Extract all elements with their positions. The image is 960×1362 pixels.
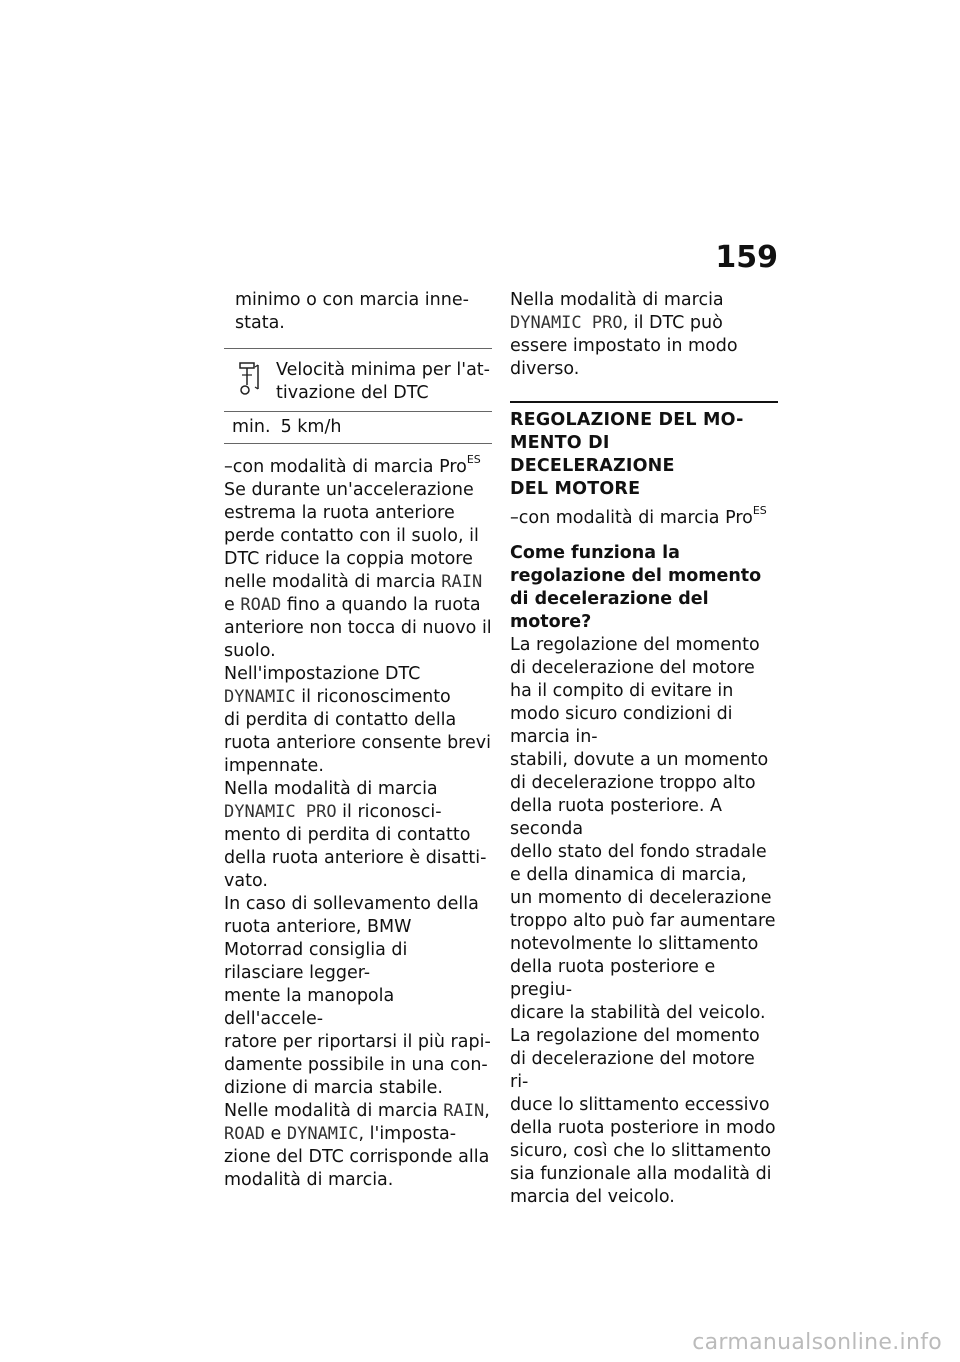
optional-equipment-line: –con modalità di marcia Pro$^{ES}$ bbox=[510, 504, 767, 528]
optional-equipment-line: –con modalità di marcia Pro$^{ES}$ bbox=[224, 453, 481, 477]
mode-dynamic: DYNAMIC bbox=[224, 687, 296, 707]
page-number: 159 bbox=[715, 240, 778, 275]
spec-key: min. bbox=[232, 417, 271, 437]
paragraph-5: Nelle modalità di marcia RAIN, ROAD e DYNAMIC, l'imposta- zione del DTC corrisponde alla modalità di marcia. bbox=[224, 1101, 490, 1190]
mode-road: ROAD bbox=[224, 1124, 265, 1144]
section-heading: REGOLAZIONE DEL MO- MENTO DI DECELERAZIONE DEL MOTORE bbox=[510, 401, 778, 501]
paragraph-3: Nella modalità di marcia DYNAMIC PRO il riconosci- mento di perdita di contatto della ruota anteriore è disatti- vato. bbox=[224, 779, 487, 891]
mode-road: ROAD bbox=[240, 595, 282, 615]
paragraph-1: Se durante un'accelerazione estrema la ruota anteriore perde contatto con il suolo, il DTC riduce la coppia motore nelle modalità di marcia RAIN e ROAD fino a quando la ruota anteriore non tocca di nuovo il suolo. bbox=[224, 480, 492, 661]
tool-icon bbox=[224, 359, 276, 405]
mode-dynamic-pro: DYNAMIC PRO bbox=[224, 802, 337, 822]
intro-text: minimo o con marcia inne- stata. bbox=[235, 290, 469, 333]
paragraph-dynamic-pro: Nella modalità di marcia DYNAMIC PRO, il DTC può essere impostato in modo diverso. bbox=[510, 290, 738, 379]
mode-dynamic: DYNAMIC bbox=[286, 1124, 359, 1144]
spec-row bbox=[224, 412, 492, 443]
paragraph-4: In caso di sollevamento della ruota anteriore, BMW Motorrad consiglia di rilasciare legger- mente la manopola dell'accele- ratore per riportarsi il più rapi- damente possibile in una con- dizione di marcia stabile. bbox=[224, 894, 491, 1098]
left-column bbox=[224, 289, 492, 1192]
right-column bbox=[510, 289, 778, 1209]
optional-superscript: ES bbox=[466, 453, 481, 467]
optional-superscript: ES bbox=[752, 504, 767, 518]
spec-table bbox=[224, 348, 492, 444]
paragraph-function: La regolazione del momento di decelerazione del motore ha il compito di evitare in modo sicuro condizioni di marcia in- stabili, dovute a un momento di decelerazione troppo alto della ruota posteriore. A seconda dello stato del fondo stradale e della dinamica di marcia, un momento di decelerazione troppo alto può far aumentare notevolmente lo slittamento della ruota posteriore e pregiu- dicare la stabilità del veicolo. bbox=[510, 635, 776, 1023]
watermark: carmanualsonline.info bbox=[692, 1330, 942, 1355]
paragraph-2: Nell'impostazione DTC DYNAMIC il riconoscimento di perdita di contatto della ruota anteriore consente brevi impennate. bbox=[224, 664, 491, 776]
mode-dynamic-pro: DYNAMIC PRO bbox=[510, 313, 623, 333]
spec-label: Velocità minima per l'at- tivazione del DTC bbox=[276, 360, 490, 403]
paragraph-regulation: La regolazione del momento di decelerazione del motore ri- duce lo slittamento eccessivo della ruota posteriore in modo sicuro, così che lo slittamento sia funzionale alla modalità di marcia del veicolo. bbox=[510, 1026, 776, 1207]
mode-rain: RAIN bbox=[443, 1101, 485, 1121]
spec-value: 5 km/h bbox=[280, 417, 342, 437]
mode-rain: RAIN bbox=[441, 572, 483, 592]
spec-header bbox=[224, 349, 492, 412]
subheading: Come funziona la regolazione del momento di decelerazione del motore? bbox=[510, 543, 762, 632]
